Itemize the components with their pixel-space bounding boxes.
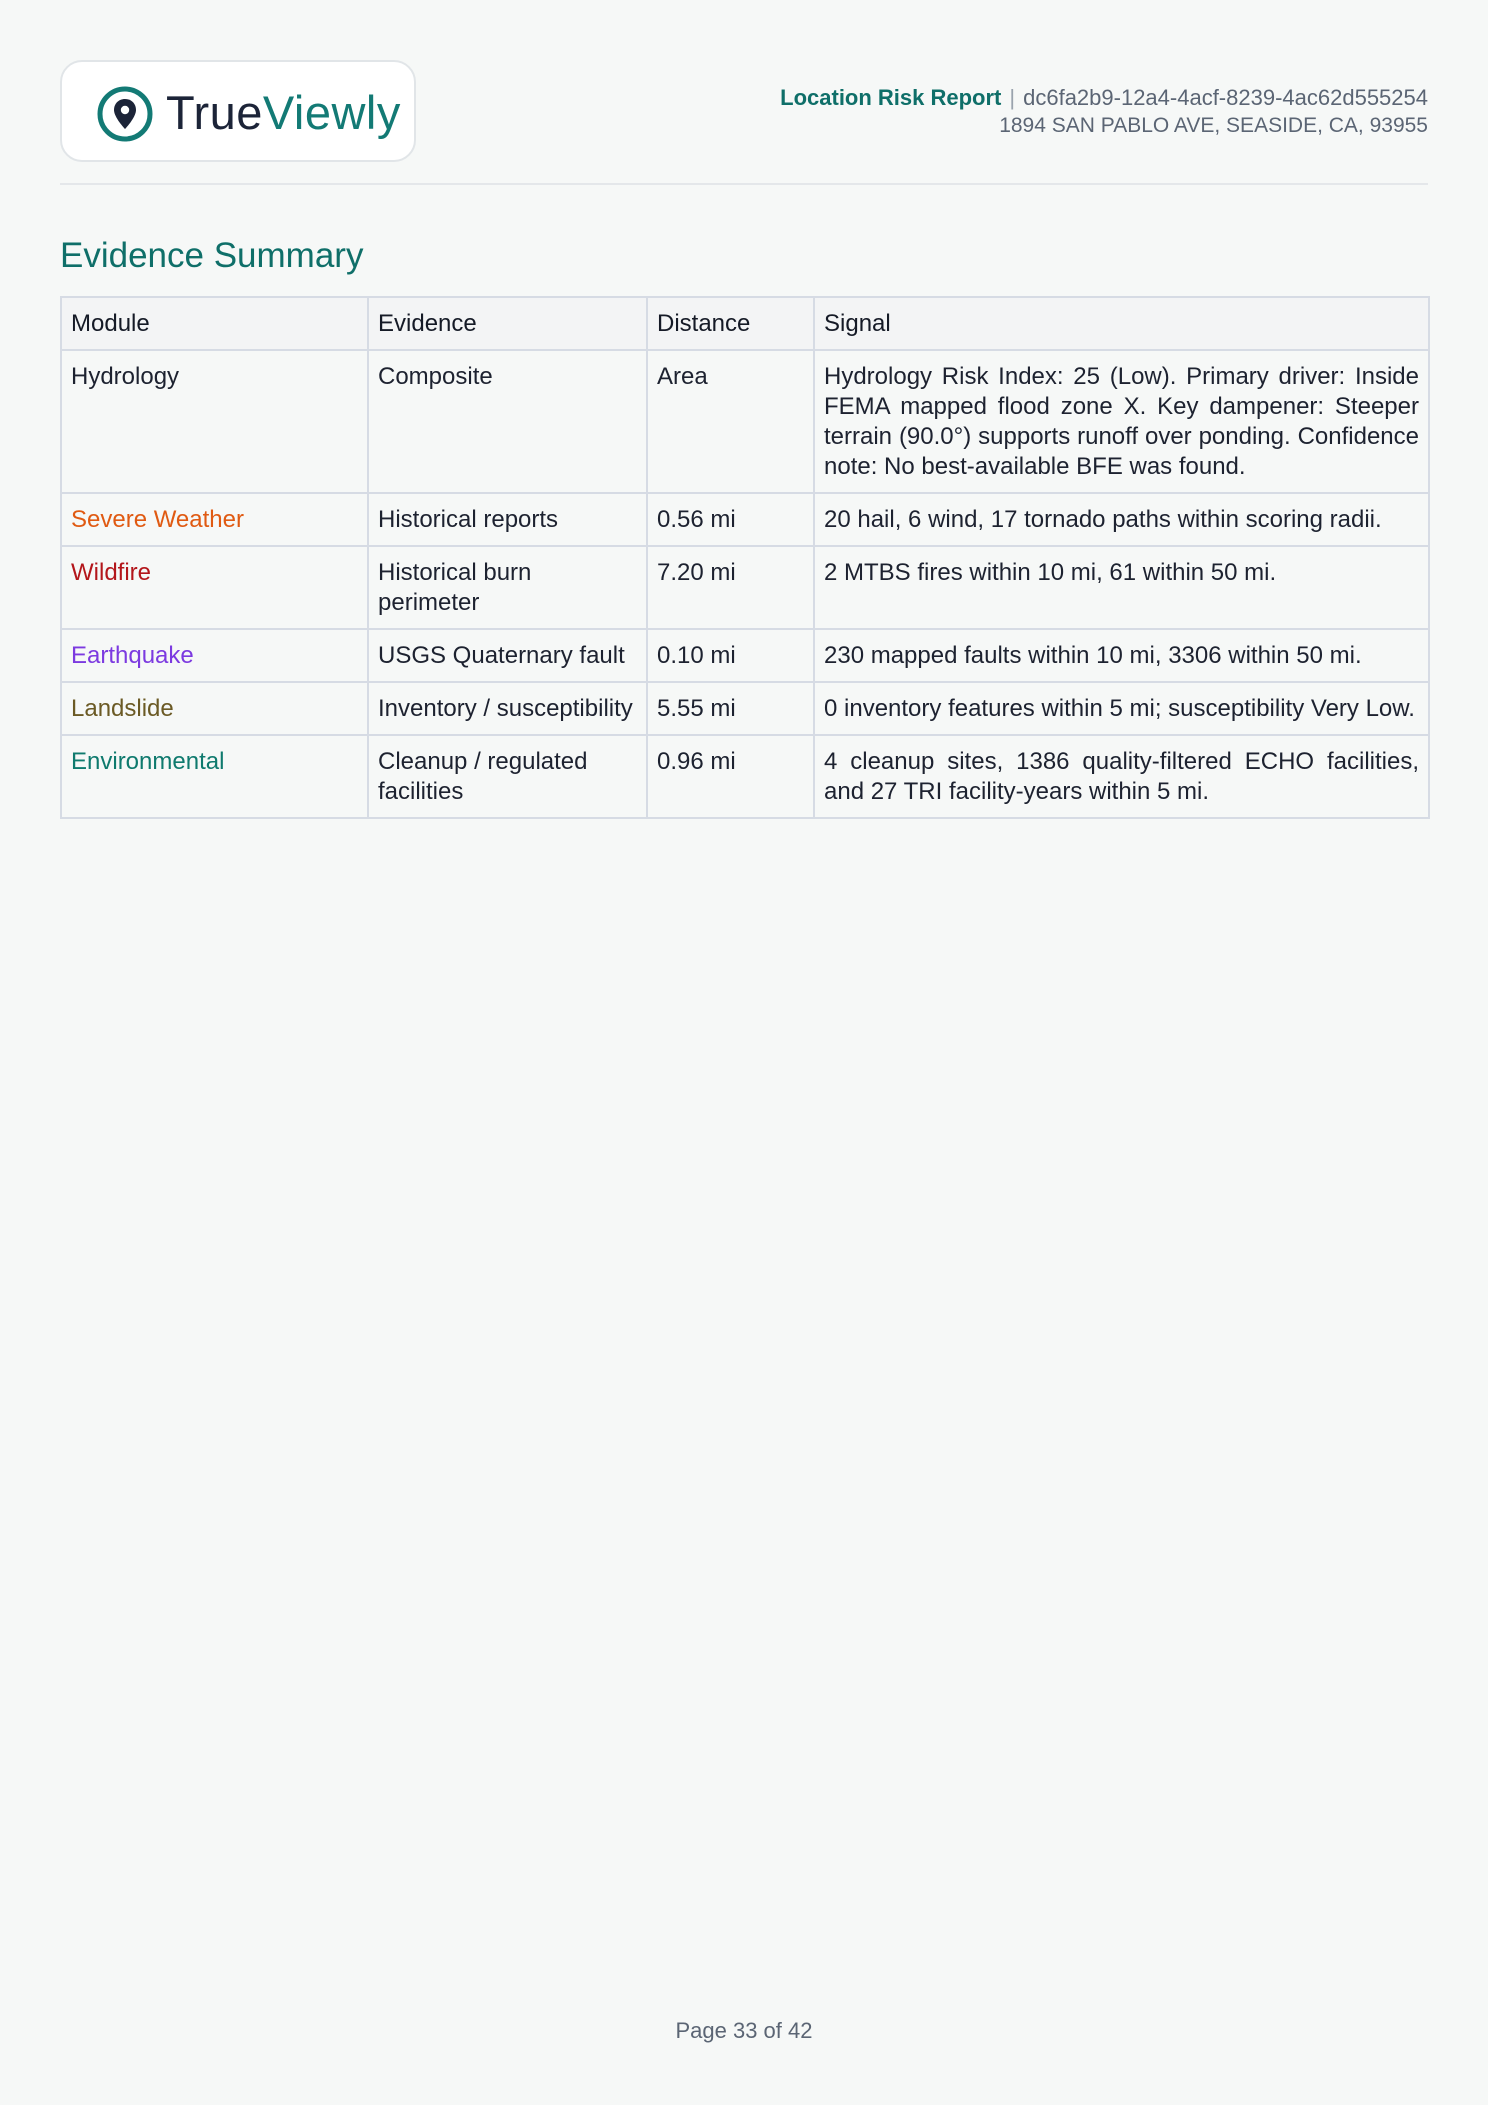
table-row <box>61 735 1429 818</box>
brand-name-part1: True <box>166 86 263 139</box>
evidence-cell: USGS Quaternary fault <box>368 629 647 682</box>
report-separator: | <box>1009 85 1016 110</box>
column-header-distance: Distance <box>647 297 814 350</box>
distance-cell: Area <box>647 350 814 493</box>
signal-cell: Hydrology Risk Index: 25 (Low). Primary driver: Inside FEMA mapped flood zone X. Key dampener: Steeper terrain (90.0°) supports runoff over ponding. Confidence note: No best-available BFE was found. <box>814 350 1429 493</box>
report-title-line <box>780 84 1428 112</box>
report-title: Location Risk Report <box>780 85 1002 110</box>
evidence-cell: Inventory / susceptibility <box>368 682 647 735</box>
module-cell: Wildfire <box>61 546 368 629</box>
report-header <box>60 60 1428 185</box>
column-header-evidence: Evidence <box>368 297 647 350</box>
signal-cell: 0 inventory features within 5 mi; susceptibility Very Low. <box>814 682 1429 735</box>
evidence-cell: Historical reports <box>368 493 647 546</box>
location-pin-icon <box>96 85 154 143</box>
distance-cell: 0.96 mi <box>647 735 814 818</box>
distance-cell: 7.20 mi <box>647 546 814 629</box>
evidence-cell: Cleanup / regulated facilities <box>368 735 647 818</box>
evidence-cell: Composite <box>368 350 647 493</box>
brand-name <box>166 84 401 142</box>
module-cell: Severe Weather <box>61 493 368 546</box>
table-row <box>61 493 1429 546</box>
table-row <box>61 546 1429 629</box>
module-cell: Environmental <box>61 735 368 818</box>
table-row <box>61 682 1429 735</box>
brand-logo <box>60 60 416 162</box>
column-header-signal: Signal <box>814 297 1429 350</box>
distance-cell: 5.55 mi <box>647 682 814 735</box>
report-id: dc6fa2b9-12a4-4acf-8239-4ac62d555254 <box>1023 85 1428 110</box>
table-header-row <box>61 297 1429 350</box>
table-row <box>61 629 1429 682</box>
signal-cell: 4 cleanup sites, 1386 quality-filtered ECHO facilities, and 27 TRI facility-years within 5 mi. <box>814 735 1429 818</box>
evidence-summary-table <box>60 296 1430 819</box>
module-cell: Hydrology <box>61 350 368 493</box>
column-header-module: Module <box>61 297 368 350</box>
brand-name-part2: Viewly <box>262 86 401 139</box>
evidence-cell: Historical burn perimeter <box>368 546 647 629</box>
distance-cell: 0.56 mi <box>647 493 814 546</box>
signal-cell: 230 mapped faults within 10 mi, 3306 within 50 mi. <box>814 629 1429 682</box>
report-address: 1894 SAN PABLO AVE, SEASIDE, CA, 93955 <box>999 114 1428 137</box>
section-title: Evidence Summary <box>60 236 364 275</box>
distance-cell: 0.10 mi <box>647 629 814 682</box>
signal-cell: 2 MTBS fires within 10 mi, 61 within 50 mi. <box>814 546 1429 629</box>
table-row <box>61 350 1429 493</box>
report-meta <box>780 84 1428 140</box>
signal-cell: 20 hail, 6 wind, 17 tornado paths within scoring radii. <box>814 493 1429 546</box>
module-cell: Landslide <box>61 682 368 735</box>
page-number: Page 33 of 42 <box>675 2018 813 2043</box>
module-cell: Earthquake <box>61 629 368 682</box>
